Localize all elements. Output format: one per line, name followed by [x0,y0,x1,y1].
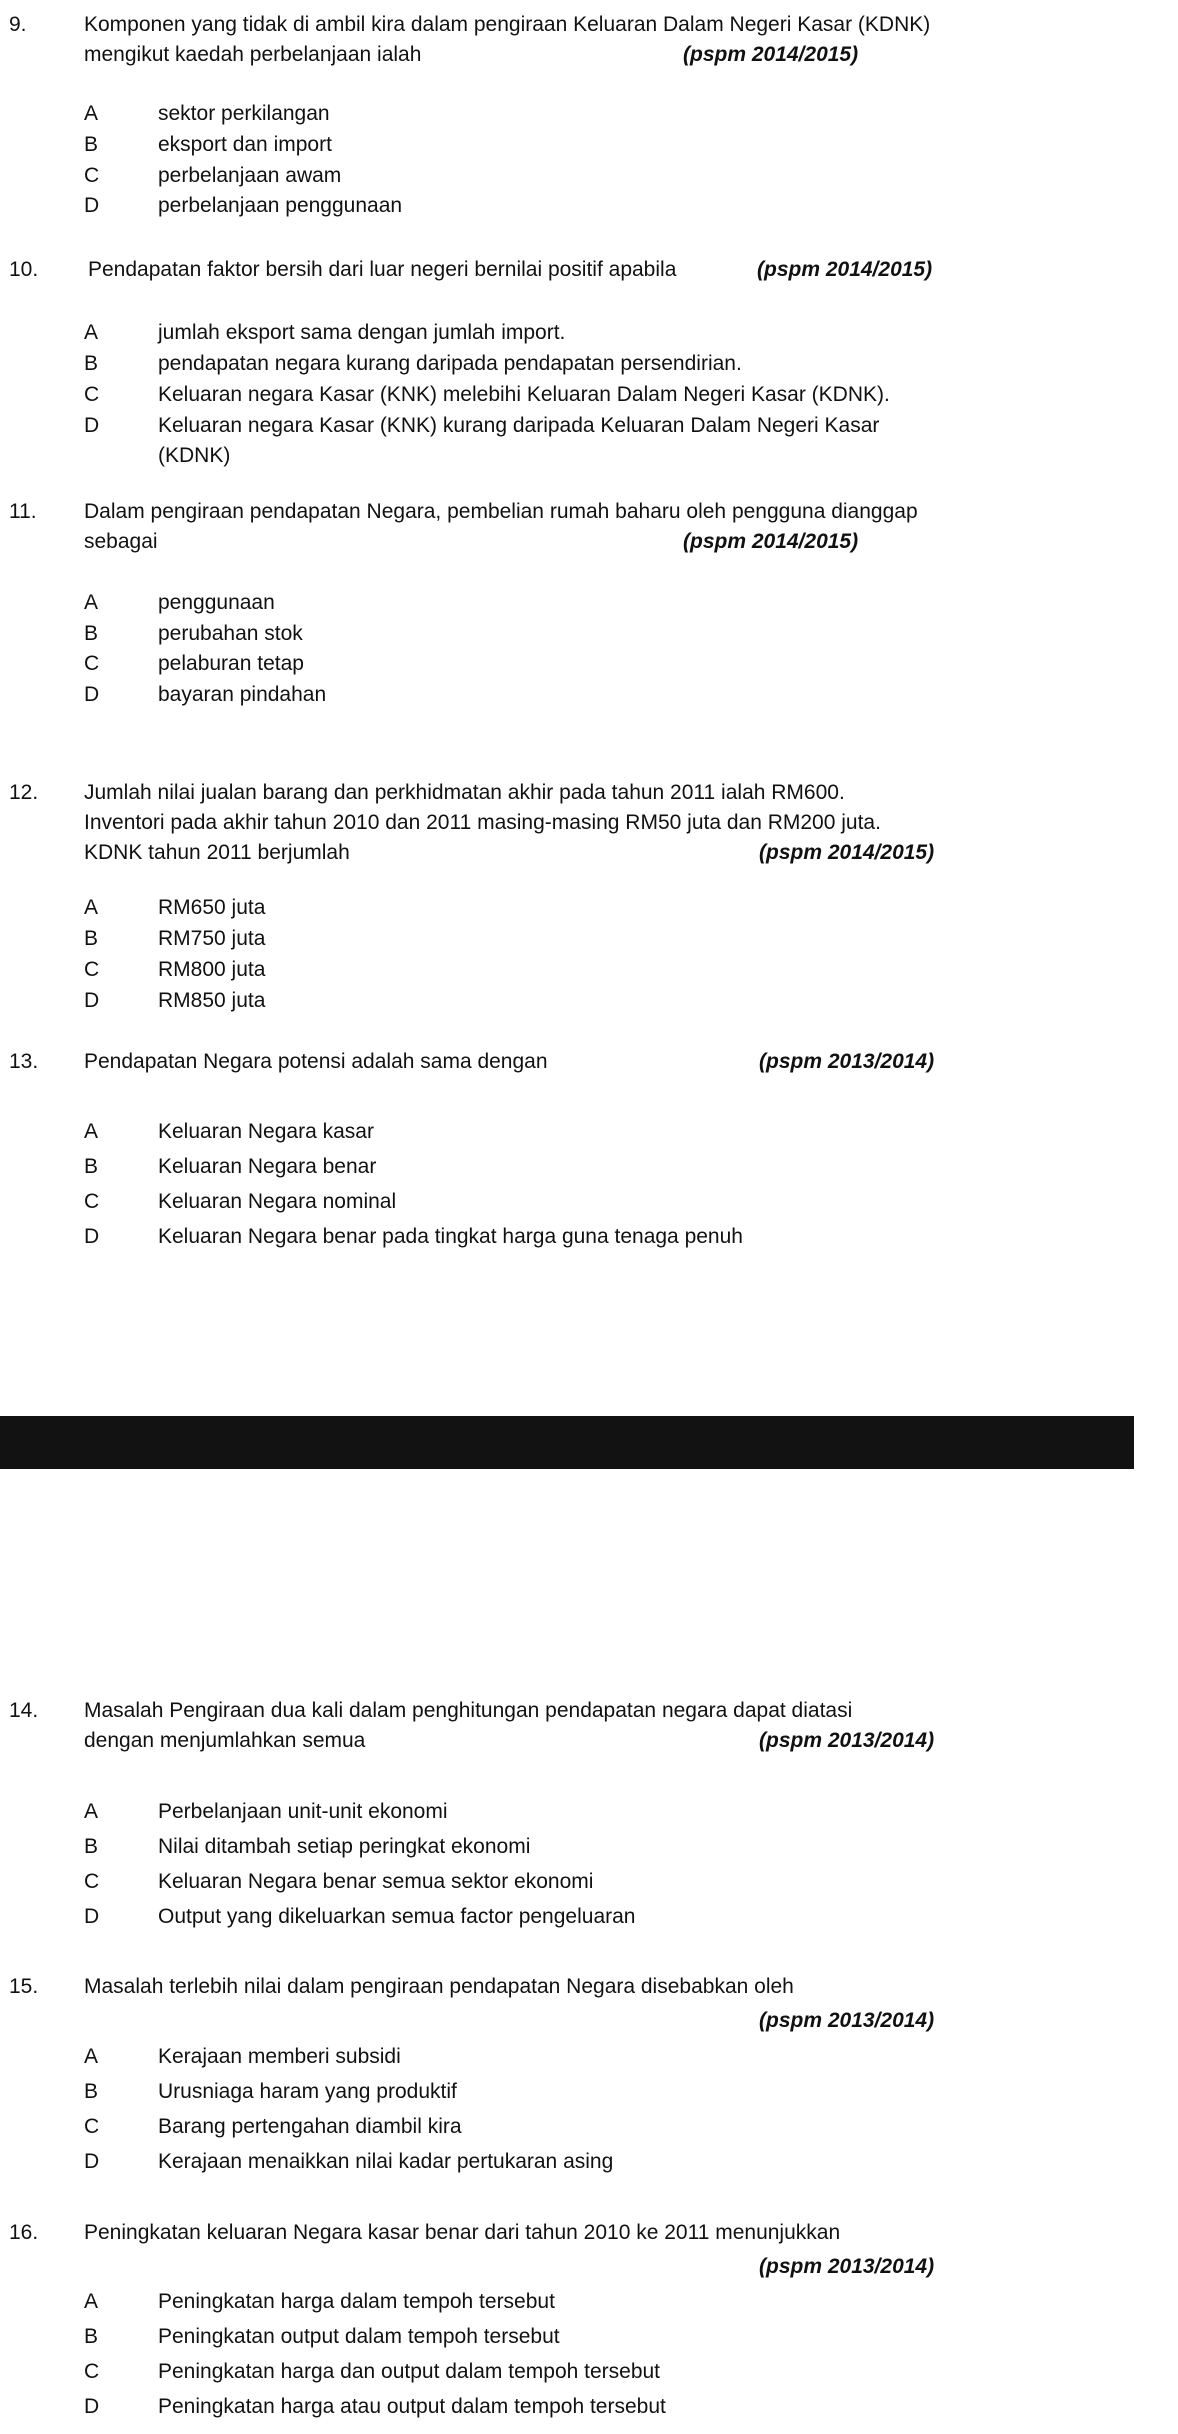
option-d [0,411,1134,471]
option-letter: D [84,989,100,1012]
option-text: Peningkatan output dalam tempoh tersebut [158,2325,560,2348]
option-letter: B [84,2080,99,2103]
question-number: 15. [9,1975,39,1998]
option-text: Peningkatan harga atau output dalam tempoh tersebut [158,2395,666,2418]
option-text: Kerajaan menaikkan nilai kadar pertukaran asing [158,2150,614,2173]
option-text: RM650 juta [158,896,266,919]
question-number: 16. [9,2221,39,2244]
option-a [0,2042,1134,2072]
question-line: KDNK tahun 2011 berjumlah [84,841,350,864]
option-d [0,680,1134,710]
question-text [84,2218,1084,2248]
option-text: perubahan stok [158,622,303,645]
option-text: Kerajaan memberi subsidi [158,2045,401,2068]
option-b [0,1832,1134,1862]
option-c [0,161,1134,191]
option-text: Keluaran Negara kasar [158,1120,374,1143]
option-d [0,986,1134,1016]
option-letter: C [84,1870,100,1893]
option-a [0,893,1134,923]
question-line: Jumlah nilai jualan barang dan perkhidmatan akhir pada tahun 2011 ialah RM600. [84,781,845,804]
option-letter: C [84,652,100,675]
option-b [0,1152,1134,1182]
option-letter: B [84,352,99,375]
option-d [0,191,1134,221]
option-letter: B [84,133,99,156]
option-letter: D [84,194,100,217]
option-text: pendapatan negara kurang daripada pendapatan persendirian. [158,352,742,375]
option-text: Perbelanjaan unit-unit ekonomi [158,1800,448,1823]
question-number: 10. [9,258,39,281]
option-letter: B [84,2325,99,2348]
exam-tag: (pspm 2014/2015) [683,43,859,66]
option-letter: A [84,2290,99,2313]
option-letter: C [84,958,100,981]
option-text: Peningkatan harga dan output dalam tempoh tersebut [158,2360,661,2383]
option-c [0,1867,1134,1897]
option-text: RM800 juta [158,958,266,981]
option-d [0,2147,1134,2177]
question-line: Komponen yang tidak di ambil kira dalam pengiraan Keluaran Dalam Negeri Kasar (KDNK) [84,13,931,36]
option-text: Nilai ditambah setiap peringkat ekonomi [158,1835,531,1858]
question-number: 12. [9,781,39,804]
option-a [0,588,1134,618]
option-letter: D [84,683,100,706]
question-line: sebagai [84,530,158,553]
exam-tag: (pspm 2013/2014) [759,2009,935,2032]
option-a [0,1117,1134,1147]
option-a [0,318,1134,348]
option-b [0,2077,1134,2107]
question-text [88,255,1088,285]
option-letter: C [84,164,100,187]
question-line: Pendapatan Negara potensi adalah sama dengan [84,1050,548,1073]
option-text: bayaran pindahan [158,683,327,706]
option-text: Urusniaga haram yang produktif [158,2080,457,2103]
option-line: (KDNK) [158,444,231,467]
option-letter: D [84,2150,100,2173]
option-line: Keluaran negara Kasar (KNK) kurang daripada Keluaran Dalam Negeri Kasar [158,414,880,437]
option-b [0,924,1134,954]
option-text: Keluaran Negara benar semua sektor ekonomi [158,1870,594,1893]
question-line: Dalam pengiraan pendapatan Negara, pembelian rumah baharu oleh pengguna dianggap [84,500,918,523]
exam-tag: (pspm 2014/2015) [757,258,933,281]
option-text: pelaburan tetap [158,652,304,675]
option-b [0,130,1134,160]
option-letter: A [84,1120,99,1143]
question-line: Pendapatan faktor bersih dari luar negeri bernilai positif apabila [88,258,677,281]
option-letter: D [84,2395,100,2418]
question-text [84,497,1084,557]
option-letter: A [84,591,99,614]
option-text: Barang pertengahan diambil kira [158,2115,462,2138]
page-break-band [0,1416,1134,1469]
question-line: dengan menjumlahkan semua [84,1729,366,1752]
option-text: Keluaran Negara benar pada tingkat harga guna tenaga penuh [158,1225,743,1248]
option-a [0,1797,1134,1827]
exam-tag: (pspm 2014/2015) [683,530,859,553]
question-line: Masalah terlebih nilai dalam pengiraan pendapatan Negara disebabkan oleh [84,1975,794,1998]
question-line: mengikut kaedah perbelanjaan ialah [84,43,422,66]
exam-tag: (pspm 2014/2015) [759,841,935,864]
option-letter: D [84,1905,100,1928]
option-letter: B [84,622,99,645]
option-letter: D [84,414,100,437]
option-letter: C [84,1190,100,1213]
question-number: 13. [9,1050,39,1073]
option-b [0,349,1134,379]
option-letter: D [84,1225,100,1248]
option-letter: C [84,383,100,406]
option-a [0,2287,1134,2317]
option-letter: A [84,102,99,125]
option-text: sektor perkilangan [158,102,330,125]
question-text [84,1972,1084,2002]
option-text: perbelanjaan penggunaan [158,194,403,217]
option-letter: A [84,321,99,344]
option-text: Peningkatan harga dalam tempoh tersebut [158,2290,555,2313]
option-c [0,649,1134,679]
option-letter: B [84,1835,99,1858]
page-margin [1134,0,1178,2434]
question-number: 11. [9,500,37,523]
option-text [158,411,1058,471]
option-letter: B [84,1155,99,1178]
option-letter: A [84,896,99,919]
question-number: 9. [9,13,27,36]
question-line: Peningkatan keluaran Negara kasar benar dari tahun 2010 ke 2011 menunjukkan [84,2221,841,2244]
question-line: Masalah Pengiraan dua kali dalam penghitungan pendapatan negara dapat diatasi [84,1699,853,1722]
option-b [0,2322,1134,2352]
option-text: Output yang dikeluarkan semua factor pengeluaran [158,1905,636,1928]
option-text: RM750 juta [158,927,266,950]
exam-tag: (pspm 2013/2014) [759,1050,935,1073]
option-letter: C [84,2360,100,2383]
question-text [84,10,1084,70]
option-text: penggunaan [158,591,275,614]
option-d [0,1222,1134,1252]
option-c [0,1187,1134,1217]
option-c [0,2112,1134,2142]
option-text: RM850 juta [158,989,266,1012]
option-text: Keluaran Negara benar [158,1155,377,1178]
option-text: eksport dan import [158,133,332,156]
option-c [0,955,1134,985]
option-text: perbelanjaan awam [158,164,342,187]
option-b [0,619,1134,649]
option-text: Keluaran negara Kasar (KNK) melebihi Keluaran Dalam Negeri Kasar (KDNK). [158,383,890,406]
option-text: Keluaran Negara nominal [158,1190,397,1213]
question-number: 14. [9,1699,39,1722]
option-letter: C [84,2115,100,2138]
exam-tag: (pspm 2013/2014) [759,1729,935,1752]
option-letter: A [84,1800,99,1823]
question-line: Inventori pada akhir tahun 2010 dan 2011 masing-masing RM50 juta dan RM200 juta. [84,811,881,834]
option-letter: A [84,2045,99,2068]
option-c [0,2357,1134,2387]
option-a [0,99,1134,129]
option-d [0,2392,1134,2422]
option-letter: B [84,927,99,950]
option-text: jumlah eksport sama dengan jumlah import. [158,321,566,344]
option-d [0,1902,1134,1932]
exam-tag: (pspm 2013/2014) [759,2255,935,2278]
option-c [0,380,1134,410]
